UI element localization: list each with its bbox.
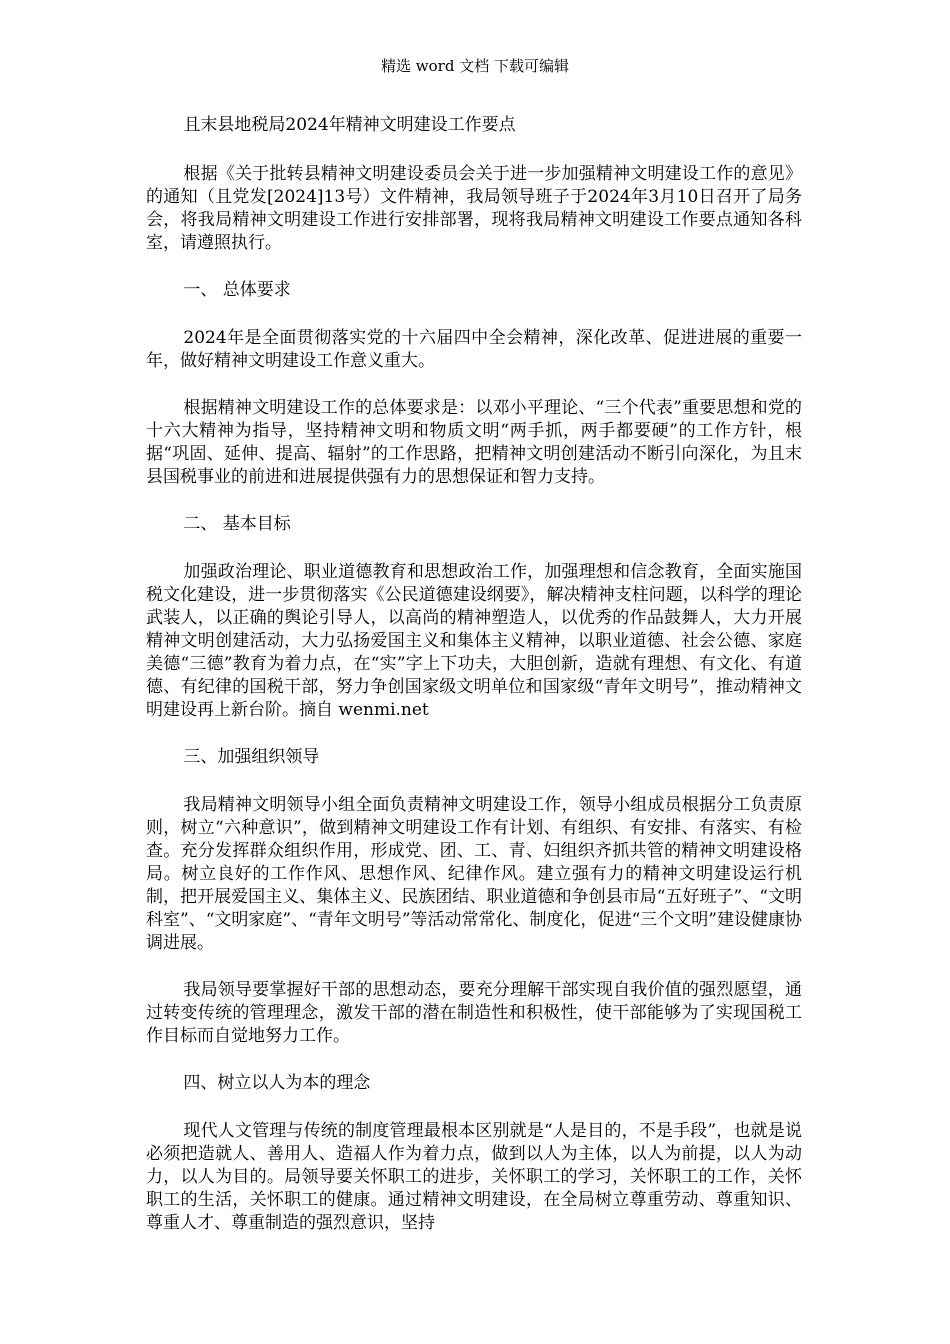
section-heading-basic-goals: 二、 基本目标 (183, 514, 291, 534)
section1-paragraph-2: 根据精神文明建设工作的总体要求是：以邓小平理论、“三个代表”重要思想和党的十六大精神为指导，坚持精神文明和物质文明“两手抓，两手都要硬”的工作方针，根据“巩固、延伸、提高、辐射”的工作思路，把精神文明创建活动不断引向深化，为且末县国税事业的前进和进展提供强有力的思想保证和智力支持。 (146, 398, 802, 487)
document-title: 且末县地税局2024年精神文明建设工作要点 (183, 115, 516, 135)
section-heading-overall-requirements: 一、 总体要求 (183, 280, 291, 300)
section4-paragraph-1: 现代人文管理与传统的制度管理最根本区别就是“人是目的，不是手段”，也就是说必须把造就人、善用人、造福人作为着力点，做到以人为主体，以人为前提，以人为动力，以人为目的。局领导要关怀职工的进步，关怀职工的学习，关怀职工的工作，关怀职工的生活，关怀职工的健康。通过精神文明建设，在全局树立尊重劳动、尊重知识、尊重人才、尊重制造的强烈意识，坚持 (146, 1121, 802, 1233)
section3-paragraph-2: 我局领导要掌握好干部的思想动态，要充分理解干部实现自我价值的强烈愿望，通过转变传统的管理理念，激发干部的潜在制造性和积极性，使干部能够为了实现国税工作目标而自觉地努力工作。 (146, 980, 802, 1046)
section3-paragraph-1: 我局精神文明领导小组全面负责精神文明建设工作，领导小组成员根据分工负责原则，树立“六种意识”，做到精神文明建设工作有计划、有组织、有安排、有落实、有检查。充分发挥群众组织作用，形成党、团、工、青、妇组织齐抓共管的精神文明建设格局。树立良好的工作作风、思想作风、纪律作风。建立强有力的精神文明建设运行机制，把开展爱国主义、集体主义、民族团结、职业道德和争创县市局“五好班子”、“文明科室”、“文明家庭”、“青年文明号”等活动常常化、制度化，促进“三个文明”建设健康协调进展。 (146, 795, 802, 953)
section-heading-organization: 三、加强组织领导 (183, 747, 320, 767)
intro-paragraph: 根据《关于批转县精神文明建设委员会关于进一步加强精神文明建设工作的意见》的通知（且党发[2024]13号）文件精神，我局领导班子于2024年3月10日召开了局务会，将我局精神文明建设工作进行安排部署，现将我局精神文明建设工作要点通知各科室，请遵照执行。 (146, 164, 802, 253)
section1-paragraph-1: 2024年是全面贯彻落实党的十六届四中全会精神，深化改革、促进进展的重要一年，做好精神文明建设工作意义重大。 (146, 328, 802, 371)
section-heading-people-oriented: 四、树立以人为本的理念 (183, 1073, 371, 1093)
document-body (146, 114, 802, 1259)
page-header: 精选 word 文档 下载可编辑 (381, 57, 569, 75)
section2-paragraph-1: 加强政治理论、职业道德教育和思想政治工作，加强理想和信念教育，全面实施国税文化建设，进一步贯彻落实《公民道德建设纲要》，解决精神支柱问题，以科学的理论武装人，以正确的舆论引导人，以高尚的精神塑造人，以优秀的作品鼓舞人，大力开展精神文明创建活动，大力弘扬爱国主义和集体主义精神，以职业道德、社会公德、家庭美德“三德”教育为着力点，在“实”字上下功夫，大胆创新，造就有理想、有文化、有道德、有纪律的国税干部，努力争创国家级文明单位和国家级“青年文明号”，推动精神文明建设再上新台阶。摘自 wenmi.net (146, 562, 802, 720)
